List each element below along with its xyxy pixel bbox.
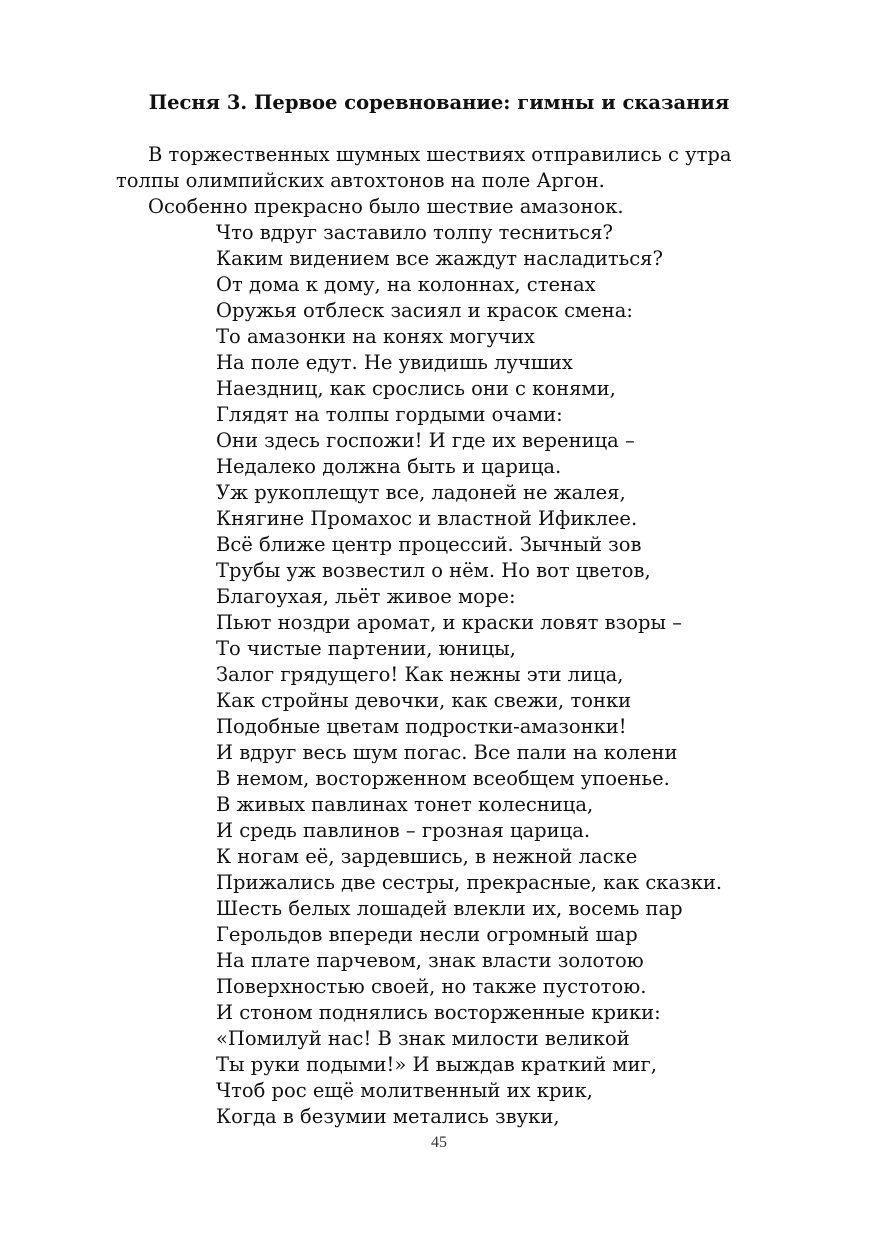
verse-line: Поверхностью своей, но также пустотою. [216, 975, 647, 998]
verse-line: Когда в безумии метались звуки, [216, 1105, 560, 1128]
verse-line: Уж рукоплещут все, ладоней не жалея, [216, 481, 626, 504]
verse-line: Герольдов впереди несли огромный шар [216, 923, 638, 946]
verse-block [216, 220, 836, 1130]
verse-line: На поле едут. Не увидишь лучших [216, 351, 573, 374]
prose-block [116, 142, 796, 220]
verse-line: В живых павлинах тонет колесница, [216, 793, 594, 816]
prose-line: толпы олимпийских автохтонов на поле Аргон. [116, 169, 605, 192]
verse-line: Недалеко должна быть и царица. [216, 455, 562, 478]
verse-line: И вдруг весь шум погас. Все пали на колени [216, 741, 678, 764]
verse-line: Трубы уж возвестил о нём. Но вот цветов, [216, 559, 651, 582]
verse-line: То чистые партении, юницы, [216, 637, 516, 660]
verse-line: Каким видением все жаждут насладиться? [216, 247, 663, 270]
chapter-heading: Песня 3. Первое соревнование: гимны и сказания [148, 91, 730, 114]
verse-line: То амазонки на конях могучих [216, 325, 535, 348]
verse-line: На плате парчевом, знак власти золотою [216, 949, 644, 972]
verse-line: Они здесь госпожи! И где их вереница – [216, 429, 635, 452]
verse-line: Пьют ноздри аромат, и краски ловят взоры – [216, 611, 682, 634]
prose-line: В торжественных шумных шествиях отправились с утра [148, 143, 732, 166]
verse-line: Наездниц, как срослись они с конями, [216, 377, 616, 400]
prose-line: Особенно прекрасно было шествие амазонок. [148, 195, 624, 218]
verse-line: От дома к дому, на колоннах, стенах [216, 273, 596, 296]
verse-line: Подобные цветам подростки-амазонки! [216, 715, 627, 738]
verse-line: «Помилуй нас! В знак милости великой [216, 1027, 630, 1050]
verse-line: Прижались две сестры, прекрасные, как сказки. [216, 871, 723, 894]
verse-line: Княгине Промахос и властной Ификлее. [216, 507, 638, 530]
verse-line: И средь павлинов – грозная царица. [216, 819, 591, 842]
verse-line: В немом, восторженном всеобщем упоенье. [216, 767, 670, 790]
verse-line: Как стройны девочки, как свежи, тонки [216, 689, 632, 712]
verse-line: И стоном поднялись восторженные крики: [216, 1001, 661, 1024]
verse-line: Благоухая, льёт живое море: [216, 585, 516, 608]
verse-line: Оружья отблеск засиял и красок смена: [216, 299, 633, 322]
verse-line: Всё ближе центр процессий. Зычный зов [216, 533, 642, 556]
verse-line: Ты руки подыми!» И выждав краткий миг, [216, 1053, 657, 1076]
verse-line: Залог грядущего! Как нежны эти лица, [216, 663, 624, 686]
page-number: 45 [431, 1134, 447, 1151]
verse-line: Что вдруг заставило толпу тесниться? [216, 221, 613, 244]
verse-line: Шесть белых лошадей влекли их, восемь пар [216, 897, 683, 920]
verse-line: Глядят на толпы гордыми очами: [216, 403, 563, 426]
verse-line: К ногам её, зардевшись, в нежной ласке [216, 845, 638, 868]
verse-line: Чтоб рос ещё молитвенный их крик, [216, 1079, 593, 1102]
